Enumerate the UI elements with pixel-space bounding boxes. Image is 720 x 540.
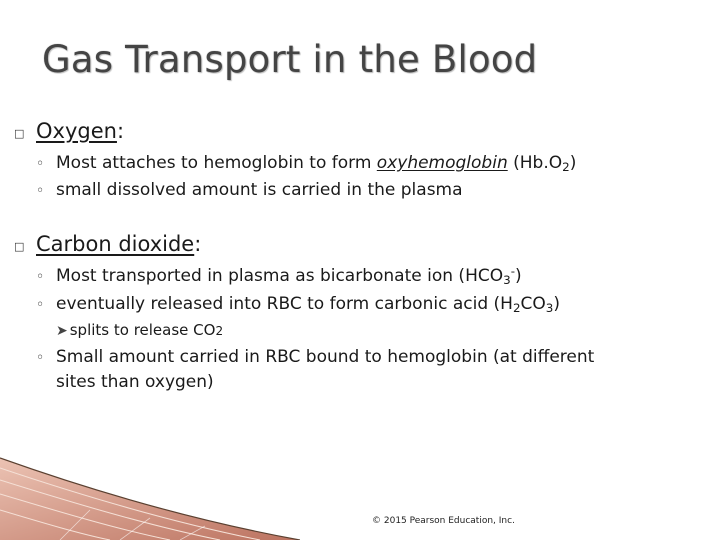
ring-bullet-icon: ◦ <box>36 183 45 199</box>
subscript: 3 <box>503 272 511 287</box>
slide-title: Gas Transport in the Blood <box>42 38 538 81</box>
arrow-bullet-icon: ➤ <box>56 323 68 339</box>
heading-text: Oxygen <box>36 119 117 143</box>
item-text: (Hb.O <box>507 153 563 173</box>
box-bullet-icon: □ <box>14 240 25 253</box>
ring-bullet-icon: ◦ <box>36 156 45 172</box>
item-text: ) <box>514 266 522 286</box>
superscript: - <box>510 264 515 279</box>
item-emphasis: oxyhemoglobin <box>376 153 508 173</box>
item-text: Small amount carried in RBC bound to hemoglobin (at different <box>56 347 595 367</box>
section-heading-oxygen <box>36 119 124 143</box>
sub-list-item <box>56 321 223 339</box>
ring-bullet-icon: ◦ <box>36 269 45 285</box>
heading-text: Carbon dioxide <box>36 232 195 256</box>
list-item <box>36 345 594 394</box>
list-item <box>36 178 463 203</box>
item-text: Most transported in plasma as bicarbonate ion (HCO <box>56 266 504 286</box>
subitem-subscript: 2 <box>215 324 224 338</box>
item-text: ) <box>553 294 560 314</box>
item-text: CO <box>520 294 546 314</box>
heading-colon: : <box>116 119 125 143</box>
item-text: Most attaches to hemoglobin to form <box>56 153 377 173</box>
section-heading-carbon-dioxide <box>36 232 201 256</box>
decorative-swoosh <box>0 450 300 540</box>
copyright-notice: © 2015 Pearson Education, Inc. <box>372 516 515 526</box>
list-item <box>36 151 576 176</box>
list-item <box>36 264 522 289</box>
item-text: eventually released into RBC to form carbonic acid (H <box>56 294 513 314</box>
subitem-text: splits to release CO <box>69 321 216 339</box>
item-text: small dissolved amount is carried in the plasma <box>56 180 463 200</box>
item-text: ) <box>569 153 577 173</box>
ring-bullet-icon: ◦ <box>36 350 45 366</box>
list-item <box>36 292 560 317</box>
subscript: 2 <box>512 300 521 315</box>
subscript: 2 <box>562 159 570 174</box>
ring-bullet-icon: ◦ <box>36 297 45 313</box>
item-text-continued: sites than oxygen) <box>56 372 214 392</box>
subscript: 3 <box>545 300 554 315</box>
box-bullet-icon: □ <box>14 127 25 140</box>
heading-colon: : <box>194 232 202 256</box>
